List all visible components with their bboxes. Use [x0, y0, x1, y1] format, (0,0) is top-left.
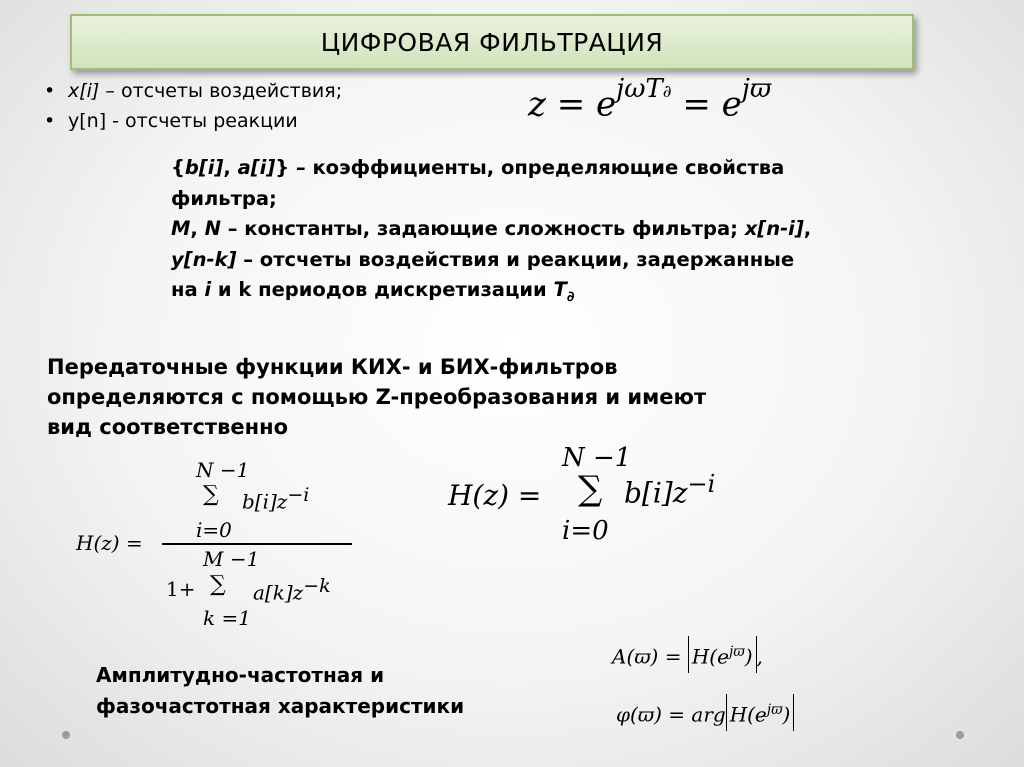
- iir-lhs: H(z) =: [76, 531, 143, 555]
- iir-num-lower: i=0: [196, 518, 232, 542]
- iir-num-upper: N −1: [196, 458, 250, 482]
- z-eq-exp1: jωT∂: [616, 74, 672, 104]
- caption-line-2: фазочастотная характеристики: [96, 694, 465, 718]
- bullet-text: – отсчеты воздействия;: [99, 80, 343, 102]
- slide-title: ЦИФРОВАЯ ФИЛЬТРАЦИЯ: [320, 27, 664, 57]
- phase-formula: φ(ϖ) = arg $H(e^{jϖ})$: [616, 694, 794, 731]
- iir-den-term: $a[k]z^{-k}$: [253, 575, 331, 605]
- bullet-var: y[n]: [68, 110, 107, 132]
- title-banner: [70, 14, 914, 70]
- iir-den-lower: k =1: [203, 606, 251, 630]
- z-eq-lhs: z = e: [528, 84, 617, 125]
- iir-num-term: $b[i]z^{-i}$: [242, 484, 310, 514]
- transfer-line-2: определяются с помощью Z-преобразования и имеют: [47, 385, 707, 409]
- decorative-dot-right: [956, 731, 964, 739]
- transfer-line-1: Передаточные функции КИХ- и БИХ-фильтров: [47, 355, 618, 379]
- amplitude-formula: $A(ϖ) = H(e^{jϖ})$ ,: [612, 636, 763, 673]
- decorative-dot-left: [62, 731, 70, 739]
- characteristics-caption: [96, 660, 464, 722]
- z-eq-mid: = e: [671, 84, 742, 125]
- bullet-text: - отсчеты реакции: [106, 110, 298, 132]
- iir-den-one: 1+: [166, 577, 196, 601]
- desc-line-1: {b[i], a[i]} – коэффициенты, определяющие свойства: [171, 156, 785, 179]
- bullet-var: x[i]: [68, 80, 100, 102]
- iir-num-sum-icon: ∑: [203, 482, 219, 507]
- fir-upper: N −1: [562, 443, 632, 473]
- desc-line-2: фильтра;: [171, 186, 277, 210]
- desc-line-5: на i и k периодов дискретизации $T_\partial$: [171, 278, 575, 305]
- fir-lhs: H(z) =: [448, 479, 542, 512]
- iir-den-sum-icon: ∑: [210, 572, 226, 597]
- iir-den-upper: M −1: [203, 547, 260, 571]
- bullet-list: [46, 76, 342, 136]
- fraction-line: [162, 543, 352, 545]
- fir-sum-icon: ∑: [578, 469, 603, 509]
- fir-lower: i=0: [562, 516, 609, 546]
- bullet-item: [46, 106, 342, 136]
- coefficients-description: [171, 153, 991, 312]
- z-eq-exp2: jϖ: [741, 74, 772, 104]
- transfer-line-3: вид соответственно: [47, 415, 289, 439]
- bullet-item: [46, 76, 342, 106]
- z-eq-exp1-sub: ∂: [662, 82, 672, 102]
- caption-line-1: Амплитудно-частотная и: [96, 663, 385, 687]
- desc-line-3: M, N – константы, задающие сложность фильтра; x[n-i],: [171, 217, 812, 240]
- transfer-function-text: [47, 352, 706, 442]
- fir-term: $b[i]z^{-i}$: [624, 470, 716, 510]
- z-equation: [528, 74, 772, 125]
- desc-line-4: y[n-k] – отсчеты воздействия и реакции, задержанные: [171, 247, 795, 271]
